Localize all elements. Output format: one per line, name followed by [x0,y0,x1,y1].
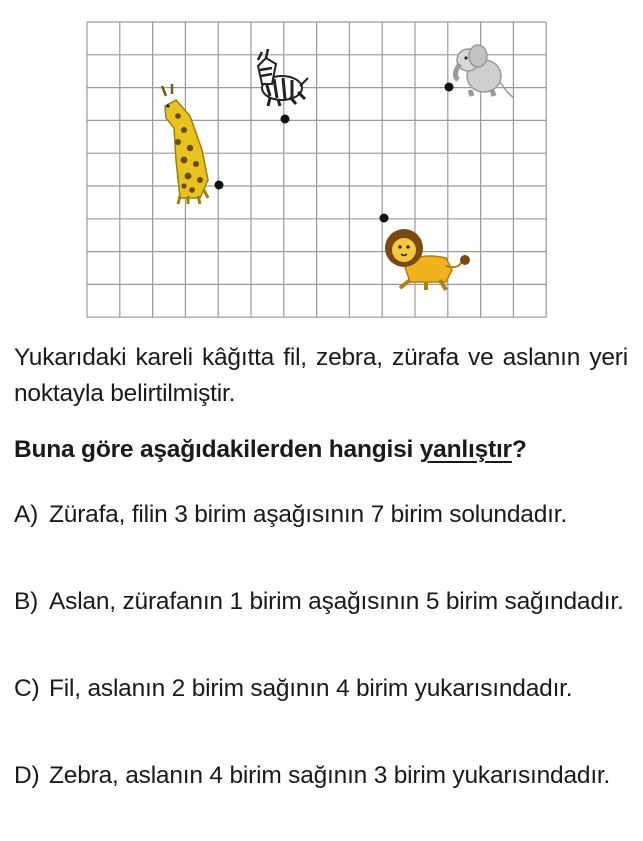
elephant-dot [445,83,454,92]
option-letter: A) [14,501,39,528]
option-letter: B) [14,588,39,615]
option-letter: D) [14,762,40,789]
intro-text: Yukarıdaki kareli kâğıtta fil, zebra, zürafa ve aslanın yeri noktayla belirtilmiştir. [14,344,628,407]
option-b[interactable] [14,584,630,620]
elephant-icon [455,45,514,98]
question-suffix: ? [511,436,527,463]
option-letter: C) [14,675,40,702]
option-a[interactable] [14,497,630,533]
option-text: Fil, aslanın 2 birim sağının 4 birim yukarısındadır. [49,675,573,702]
lion-dot [380,214,389,223]
zebra-icon [258,49,308,106]
question-text [14,432,628,468]
question-prefix: Buna göre aşağıdakilerden hangisi [14,436,420,463]
option-d[interactable] [14,758,630,794]
question-keyword: yanlıştır [419,436,512,463]
option-text: Aslan, zürafanın 1 birim aşağısının 5 birim sağındadır. [49,588,624,615]
grid-figure [0,0,643,330]
option-c[interactable] [14,671,630,707]
giraffe-dot [215,181,224,190]
lion-icon [385,229,470,290]
option-text: Zebra, aslanın 4 birim sağının 3 birim yukarısındadır. [49,762,611,789]
option-text: Zürafa, filin 3 birim aşağısının 7 birim solundadır. [49,501,567,528]
zebra-dot [281,115,290,124]
